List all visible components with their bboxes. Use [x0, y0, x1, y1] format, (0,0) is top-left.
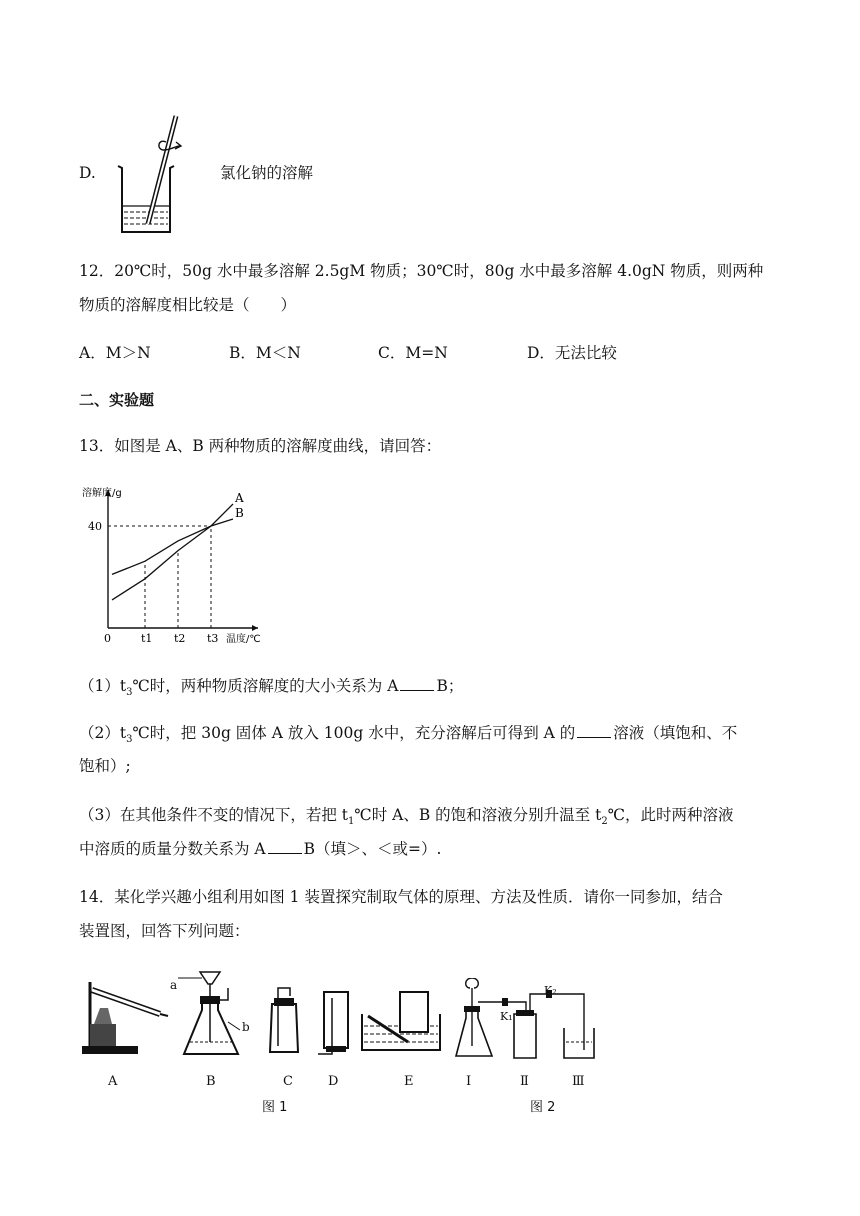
x-tick-label: t3 — [207, 632, 219, 645]
fig1-mark-a: a — [170, 978, 178, 992]
answer-blank-2[interactable] — [577, 723, 611, 738]
x-tick-label: t2 — [174, 632, 186, 645]
fig1-label-b: B — [206, 1074, 216, 1089]
x-tick-label: t1 — [141, 632, 153, 645]
q12-stem-line2: 物质的溶解度相比较是（ ） — [79, 296, 297, 314]
q14-stem-line2: 装置图，回答下列问题： — [79, 922, 250, 940]
fig1-label-d: D — [328, 1074, 339, 1089]
q13-stem: 13．如图是 A、B 两种物质的溶解度曲线，请回答： — [79, 437, 442, 455]
apparatus-d-drawing — [318, 992, 348, 1054]
y-axis-label: 溶解度/g — [82, 488, 122, 499]
series-A — [112, 504, 233, 600]
fig2-label-2: Ⅱ — [520, 1074, 529, 1089]
beaker-stirring-figure — [112, 112, 192, 236]
apparatus-a-drawing — [82, 982, 168, 1054]
fig1-label-e: E — [404, 1074, 414, 1089]
fig1-mark-b: b — [242, 1020, 250, 1034]
answer-blank-1[interactable] — [400, 676, 434, 691]
x-axis-label: 温度/℃ — [226, 634, 261, 645]
y-tick-label: 40 — [88, 520, 102, 533]
apparatus-b-drawing — [178, 972, 240, 1054]
q12-option-b: B．M＜N — [229, 344, 301, 362]
option-d-letter: D. — [79, 164, 96, 182]
fig2-label-3: Ⅲ — [572, 1074, 585, 1089]
section-title: 二、实验题 — [79, 391, 155, 409]
q14-stem-line1: 14．某化学兴趣小组利用如图 1 装置探究制取气体的原理、方法及性质．请你一同参加，结合 — [79, 888, 723, 906]
solubility-chart — [80, 478, 270, 648]
option-d-caption: 氯化钠的溶解 — [220, 164, 314, 182]
q12-stem-line1: 12．20℃时，50g 水中最多溶解 2.5gM 物质；30℃时，80g 水中最多溶解 4.0gN 物质，则两种 — [79, 262, 764, 280]
series-B — [112, 519, 233, 574]
fig2-label-1: Ⅰ — [466, 1074, 472, 1089]
apparatus-c-drawing — [270, 988, 298, 1052]
x-tick-label: 0 — [104, 632, 111, 645]
figure1-apparatus — [78, 962, 458, 1070]
apparatus-e-drawing — [362, 992, 440, 1050]
answer-blank-3[interactable] — [268, 839, 302, 854]
fig1-caption: 图 1 — [262, 1100, 288, 1115]
fig2-mark-k1: K₁ — [500, 1010, 513, 1023]
fig2-caption: 图 2 — [530, 1100, 556, 1115]
q13-part2-line2: 饱和）; — [79, 757, 131, 775]
fig2-mark-k2: K₂ — [544, 984, 557, 997]
q13-part3: （3）在其他条件不变的情况下，若把 $t_1℃$时 A、B 的饱和溶液分别升温至 $t_2℃$，此时两种溶液 — [79, 806, 734, 828]
q12-option-a: A．M＞N — [79, 344, 151, 362]
q13-part1: $(1)t_3℃$时，两种物质溶解度的大小关系为 A B； — [79, 677, 464, 699]
fig1-label-c: C — [283, 1074, 293, 1089]
q12-option-c: C．M=N — [378, 344, 448, 362]
series-label-B: B — [235, 505, 244, 520]
q13-part2: $(2)t_3℃$时，把 30g 固体 A 放入 100g 水中，充分溶解后可得到 A 的 溶液（填饱和、不 — [79, 724, 738, 746]
series-label-A: A — [235, 491, 244, 505]
x-axis-arrow — [252, 625, 258, 631]
figure2-apparatus — [454, 978, 604, 1068]
q13-part3-line2: 中溶质的质量分数关系为 A B（填＞、＜或=）. — [79, 840, 442, 858]
fig1-label-a: A — [108, 1074, 118, 1089]
q12-option-d: D．无法比较 — [527, 344, 617, 362]
